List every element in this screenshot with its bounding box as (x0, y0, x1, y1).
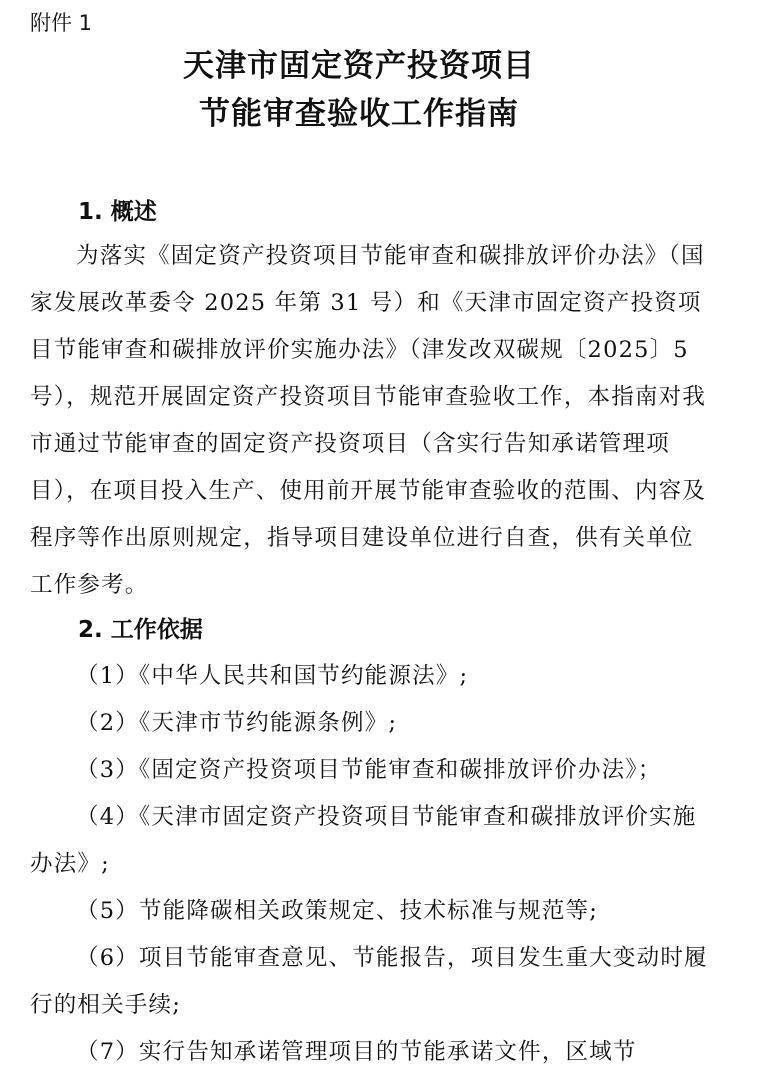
basis-item: （2）《天津市节约能源条例》; (76, 710, 398, 736)
document-title-line-2: 节能审查验收工作指南 (199, 96, 519, 132)
basis-item: （4）《天津市固定资产投资项目节能审查和碳排放评价实施办法》; (30, 804, 697, 877)
attachment-label: 附件 1 (30, 11, 93, 35)
basis-item: （6）项目节能审查意见、节能报告，项目发生重大变动时履行的相关手续; (30, 945, 708, 1018)
section-heading-overview: 1. 概述 (78, 199, 157, 225)
basis-item: （5）节能降碳相关政策规定、技术标准与规范等; (76, 898, 598, 924)
document-title-line-1: 天津市固定资产投资项目 (183, 48, 535, 84)
basis-item: （3）《固定资产投资项目节能审查和碳排放评价办法》； (76, 757, 662, 783)
basis-item: （7）实行告知承诺管理项目的节能承诺文件，区域节 (76, 1039, 637, 1065)
overview-paragraph: 为落实《固定资产投资项目节能审查和碳排放评价办法》（国家发展改革委令 2025 年第 31 号）和《天津市固定资产投资项目节能审查和碳排放评价实施办法》（津发改双碳规〔2025〕5 号），规范开展固定资产投资项目节能审查验收工作，本指南对我市通过节能审查的固定资产投资项目（含实行告知承诺管理项目），在项目投入生产、使用前开展节能审查验收的范围、内容及程序等作出原则规定，指导项目建设单位进行自查，供有关单位工作参考。 (30, 243, 707, 598)
basis-item: （1）《中华人民共和国节约能源法》; (76, 663, 469, 689)
section-heading-basis: 2. 工作依据 (78, 617, 203, 643)
